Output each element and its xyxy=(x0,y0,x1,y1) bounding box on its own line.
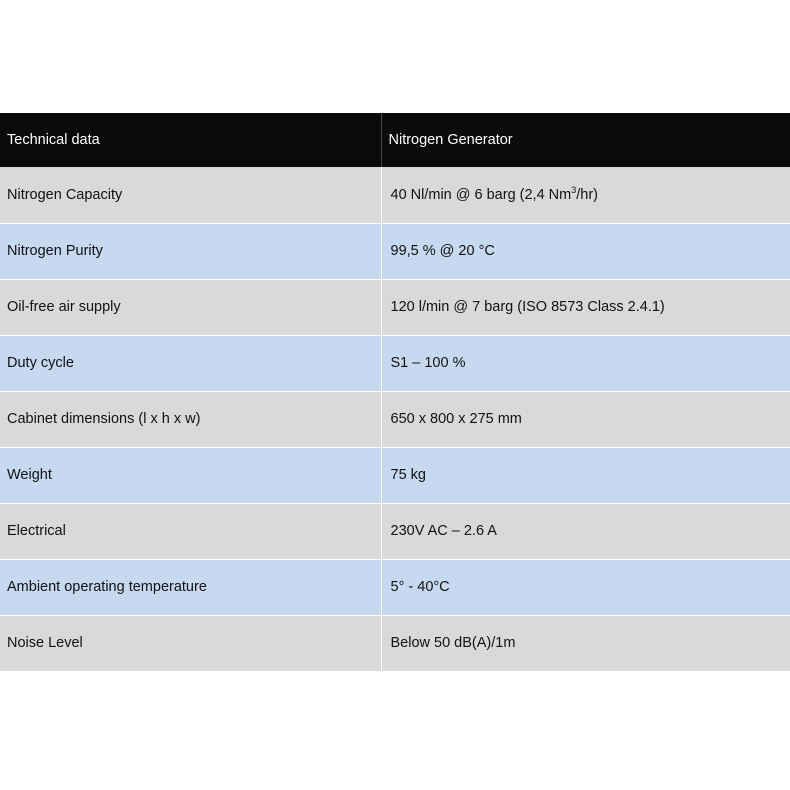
table-header-row xyxy=(0,113,790,167)
row-value-text: 40 Nl/min @ 6 barg (2,4 Nm xyxy=(390,186,572,203)
technical-data-table xyxy=(0,113,790,672)
row-value: 5° - 40°C xyxy=(381,559,790,615)
row-label: Nitrogen Purity xyxy=(0,223,381,279)
row-value: 230V AC – 2.6 A xyxy=(381,503,790,559)
row-value-text: /hr) xyxy=(576,186,598,203)
row-value-superscript: 3 xyxy=(571,184,577,195)
row-value: Below 50 dB(A)/1m xyxy=(381,615,790,671)
row-label: Electrical xyxy=(0,503,381,559)
row-value: 120 l/min @ 7 barg (ISO 8573 Class 2.4.1) xyxy=(381,279,790,335)
row-label: Cabinet dimensions (l x h x w) xyxy=(0,391,381,447)
table-row xyxy=(0,279,790,335)
table-row xyxy=(0,223,790,279)
table-row xyxy=(0,615,790,671)
table-row xyxy=(0,335,790,391)
row-value: S1 – 100 % xyxy=(381,335,790,391)
row-value: 99,5 % @ 20 °C xyxy=(381,223,790,279)
table-row xyxy=(0,559,790,615)
row-label: Oil-free air supply xyxy=(0,279,381,335)
header-technical-data: Technical data xyxy=(0,113,381,167)
row-label: Noise Level xyxy=(0,615,381,671)
row-label: Nitrogen Capacity xyxy=(0,167,381,223)
row-value xyxy=(381,167,790,223)
row-label: Ambient operating temperature xyxy=(0,559,381,615)
table-row xyxy=(0,503,790,559)
table-row xyxy=(0,167,790,223)
row-label: Weight xyxy=(0,447,381,503)
row-label: Duty cycle xyxy=(0,335,381,391)
table-row xyxy=(0,391,790,447)
header-nitrogen-generator: Nitrogen Generator xyxy=(381,113,790,167)
row-value: 75 kg xyxy=(381,447,790,503)
table-row xyxy=(0,447,790,503)
row-value: 650 x 800 x 275 mm xyxy=(381,391,790,447)
